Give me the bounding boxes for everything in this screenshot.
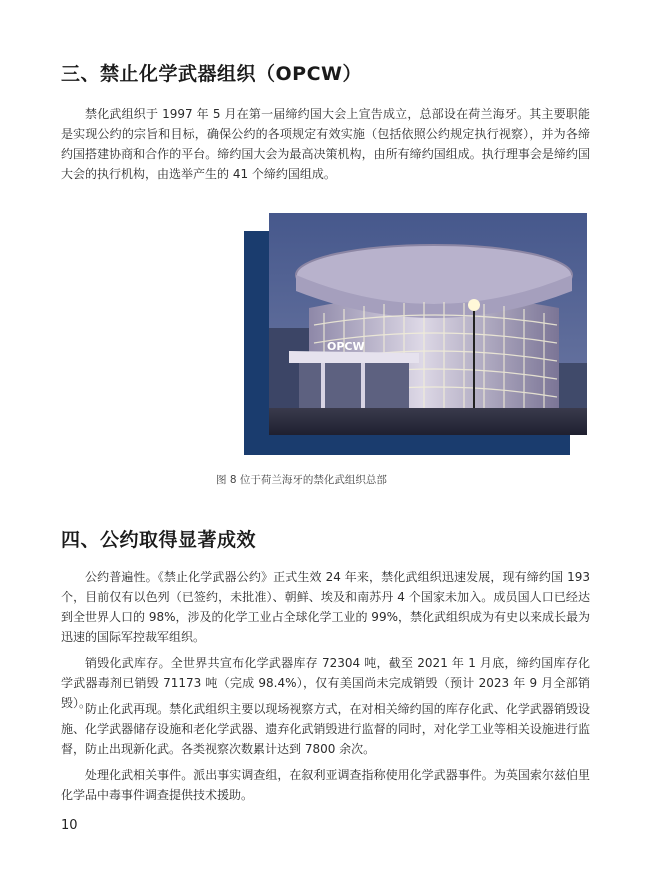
section-4-heading: 四、公约取得显著成效 xyxy=(61,529,257,551)
section-4-paragraph-destruction: 销毁化武库存。全世界共宣布化学武器库存 72304 吨，截至 2021 年 1 月底，缔约国库存化学武器毒剂已销毁 71173 吨（完成 98.4%），仅有美国尚未完成销毁（预计 2023 年 9 月全部销毁）。 xyxy=(61,656,590,710)
opcw-headquarters-photo xyxy=(269,213,587,435)
section-4-paragraph-prevention: 防止化武再现。禁化武组织主要以现场视察方式，在对相关缔约国的库存化武、化学武器销毁设施、化学武器储存设施和老化学武器、遗弃化武销毁进行监督的同时，对化学工业等相关设施进行监督，防止出现新化武。各类视察次数累计达到 7800 余次。 xyxy=(61,702,590,756)
section-4-paragraph-universality: 公约普遍性。《禁止化学武器公约》正式生效 24 年来，禁化武组织迅速发展，现有缔约国 193 个，目前仅有以色列（已签约，未批准）、朝鲜、埃及和南苏丹 4 个国家未加入。成员国人口已经达到全世界人口的 98%，涉及的化学工业占全球化学工业的 99%，禁化武组织成为有史以来成长最为迅速的国际军控裁军组织。 xyxy=(61,570,590,644)
section-4-paragraph-incidents: 处理化武相关事件。派出事实调查组，在叙利亚调查指称使用化学武器事件。为英国索尔兹伯里化学品中毒事件调查提供技术援助。 xyxy=(61,768,590,802)
page-number: 10 xyxy=(61,818,78,833)
section-3-paragraph: 禁化武组织于 1997 年 5 月在第一届缔约国大会上宣告成立，总部设在荷兰海牙。其主要职能是实现公约的宗旨和目标，确保公约的各项规定有效实施（包括依照公约规定执行视察），并为各缔约国搭建协商和合作的平台。缔约国大会为最高决策机构，由所有缔约国组成。执行理事会是缔约国大会的执行机构，由选举产生的 41 个缔约国组成。 xyxy=(61,107,590,181)
section-3-heading: 三、禁止化学武器组织（OPCW） xyxy=(61,63,362,85)
opcw-sign-text: OPCW xyxy=(327,340,365,353)
figure-caption: 图 8 位于荷兰海牙的禁化武组织总部 xyxy=(216,474,387,486)
